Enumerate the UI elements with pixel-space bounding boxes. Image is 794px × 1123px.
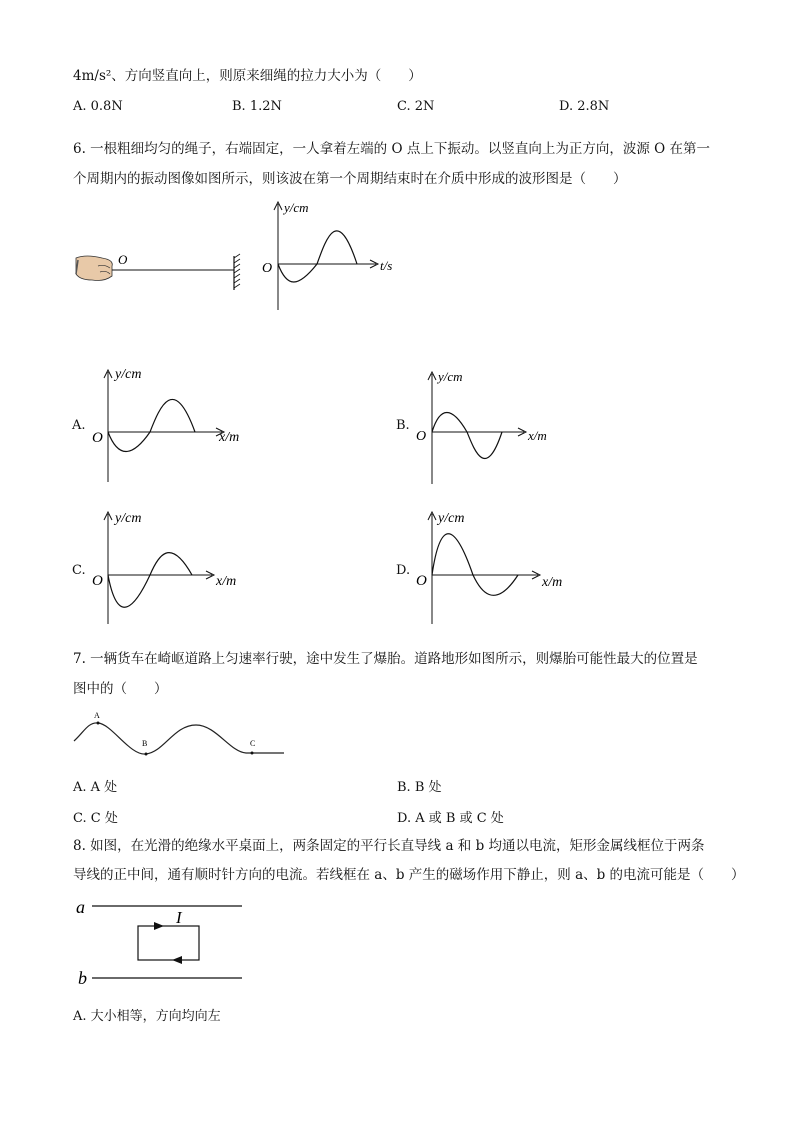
point-c-dot — [251, 752, 254, 755]
choice-c-wave — [108, 553, 192, 608]
vib-ylabel: y/cm — [284, 200, 309, 215]
q6-choice-b-letter: B. — [396, 418, 410, 433]
choice-b-ylabel: y/cm — [438, 369, 463, 384]
choice-c-ylabel: y/cm — [115, 511, 142, 526]
wire-b-label: b — [78, 968, 87, 988]
wire-a-label: a — [76, 897, 85, 917]
choice-b-graph — [414, 368, 584, 486]
wires-figure — [72, 898, 262, 988]
q5-option-a: A. 0.8N — [73, 99, 123, 114]
choice-c-origin: O — [92, 573, 103, 589]
q7-option-c: C. C 处 — [73, 811, 118, 826]
q8-option-a: A. 大小相等，方向均向左 — [73, 1009, 221, 1024]
vib-curve — [278, 231, 357, 282]
q8-stem-line2: 导线的正中间，通有顺时针方向的电流。若线框在 a、b 产生的磁场作用下静止，则 a、b 的电流可能是（ ） — [73, 867, 745, 883]
vib-xlabel: t/s — [380, 258, 393, 273]
q6-choice-a-letter: A. — [72, 418, 86, 433]
point-b-dot — [145, 753, 148, 756]
q7-option-a: A. A 处 — [73, 780, 118, 795]
choice-a-origin: O — [92, 430, 103, 446]
q6-stem-line2: 个周期内的振动图像如图所示，则该波在第一个周期结束时在介质中形成的波形图是（ ） — [73, 171, 627, 187]
q5-option-b: B. 1.2N — [232, 99, 282, 114]
q7-stem-line2: 图中的（ ） — [73, 681, 168, 697]
choice-d-graph — [414, 508, 584, 626]
choice-d-origin: O — [416, 573, 427, 589]
q5-option-d: D. 2.8N — [559, 99, 610, 114]
q7-option-b: B. B 处 — [397, 780, 442, 795]
q6-choice-d-letter: D. — [396, 563, 411, 578]
vibration-graph — [258, 198, 398, 313]
choice-d-xlabel: x/m — [542, 575, 563, 590]
current-label: I — [176, 908, 182, 927]
q5-option-c: C. 2N — [397, 99, 435, 114]
point-c-label: C — [250, 739, 256, 748]
q6-stem-line1: 6. 一根粗细均匀的绳子，右端固定，一人拿着左端的 O 点上下振动。以竖直向上为正方向，波源 O 在第一 — [73, 141, 710, 157]
point-a-label: A — [94, 711, 100, 720]
choice-a-graph — [90, 366, 260, 484]
current-arrow-top — [154, 922, 164, 930]
point-b-label: B — [142, 739, 148, 748]
choice-c-graph — [90, 508, 260, 626]
choice-d-wave — [432, 534, 518, 596]
choice-b-xlabel: x/m — [528, 428, 547, 443]
q7-option-d: D. A 或 B 或 C 处 — [397, 811, 504, 826]
road-terrain-figure — [72, 708, 292, 763]
choice-a-xlabel: x/m — [219, 430, 240, 445]
rope-figure — [74, 252, 254, 292]
choice-a-ylabel: y/cm — [115, 367, 142, 382]
choice-c-xlabel: x/m — [216, 574, 237, 589]
q8-stem-line1: 8. 如图，在光滑的绝缘水平桌面上，两条固定的平行长直导线 a 和 b 均通以电流，矩形金属线框位于两条 — [73, 838, 705, 854]
hand-icon — [76, 256, 112, 281]
q7-stem-line1: 7. 一辆货车在崎岖道路上匀速率行驶，途中发生了爆胎。道路地形如图所示，则爆胎可能性最大的位置是 — [73, 651, 698, 667]
rectangular-loop — [138, 926, 199, 960]
fixed-wall — [234, 254, 240, 290]
rope-origin-label: O — [118, 252, 128, 267]
vib-origin: O — [262, 261, 273, 276]
q5-stem-tail: 4m/s²、方向竖直向上，则原来细绳的拉力大小为（ ） — [73, 68, 422, 84]
choice-b-origin: O — [416, 429, 427, 444]
choice-d-ylabel: y/cm — [438, 511, 465, 526]
choice-a-wave — [108, 399, 195, 451]
point-a-dot — [97, 722, 100, 725]
choice-b-wave — [432, 413, 502, 459]
q6-choice-c-letter: C. — [72, 563, 86, 578]
current-arrow-bottom — [172, 956, 182, 964]
